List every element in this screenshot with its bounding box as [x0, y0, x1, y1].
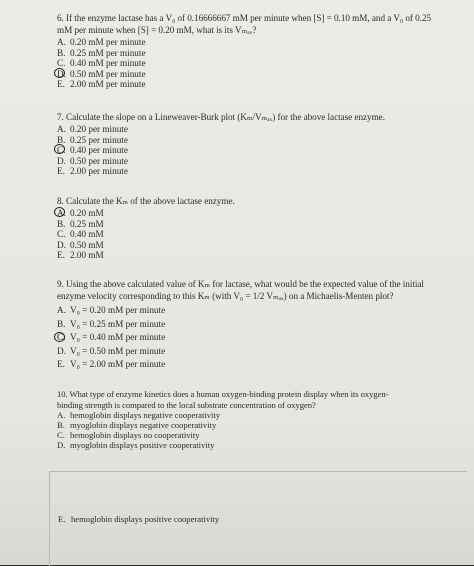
option-text: myoglobin displays negative cooperativity	[70, 420, 217, 430]
question-7	[57, 111, 464, 177]
option-text: 0.25 per minute	[70, 134, 128, 145]
q9-option-b[interactable]	[57, 318, 464, 332]
option-text: hemoglobin displays no cooperativity	[70, 430, 200, 440]
q8-option-d[interactable]	[57, 240, 464, 251]
option-text: hemoglobin displays negative cooperativity	[70, 410, 221, 420]
question-6-line-1: 6. If the enzyme lactase has a V₀ of 0.16666667 mM per minute when [S] = 0.10 mM, and a V₀ of 0.25	[57, 13, 432, 23]
q10-option-e[interactable]	[58, 514, 464, 524]
option-text: myoglobin displays positive cooperativity	[70, 440, 215, 450]
q7-option-d[interactable]	[57, 156, 464, 167]
q8-option-e[interactable]	[57, 250, 464, 261]
question-10-options	[57, 410, 464, 450]
option-letter: D.	[57, 239, 66, 250]
option-letter: A.	[57, 208, 66, 218]
option-text: V₀ = 0.25 mM per minute	[70, 318, 166, 329]
option-letter: E.	[57, 79, 65, 90]
question-6-options	[57, 37, 464, 90]
option-text: V₀ = 0.50 mM per minute	[70, 345, 166, 356]
option-letter: B.	[57, 47, 66, 58]
option-letter: A.	[57, 124, 66, 134]
question-6	[57, 12, 464, 90]
option-text: 2.00 per minute	[70, 166, 128, 177]
question-6-line-2: mM per minute when [S] = 0.20 mM, what is its Vₘₐₓ?	[57, 25, 257, 35]
option-text: 0.40 per minute	[70, 145, 128, 156]
option-letter: B.	[57, 318, 66, 329]
option-letter: C.	[57, 229, 66, 240]
question-7-line-1: 7. Calculate the slope on a Lineweaver-Burk plot (Kₘ/Vₘₐₓ) for the above lactase enzyme.	[57, 112, 385, 122]
option-letter: D.	[57, 68, 66, 79]
option-letter: D.	[57, 155, 66, 166]
option-text: 2.00 mM per minute	[70, 79, 146, 90]
option-letter: E.	[57, 359, 65, 370]
question-8	[57, 195, 464, 261]
option-text: 0.20 mM	[70, 208, 104, 218]
q10-option-d[interactable]	[57, 440, 464, 450]
question-7-options	[57, 124, 464, 177]
option-letter: E.	[57, 166, 65, 177]
q6-option-b[interactable]	[57, 48, 464, 59]
q8-option-a[interactable]	[57, 208, 464, 219]
option-text: 0.25 mM	[70, 218, 104, 229]
option-letter: C.	[57, 145, 66, 156]
option-letter: C.	[57, 58, 66, 69]
q9-option-d[interactable]	[57, 345, 464, 359]
question-8-line-1: 8. Calculate the Kₘ of the above lactase enzyme.	[57, 196, 235, 206]
q7-option-b[interactable]	[57, 135, 464, 146]
q10-option-b[interactable]	[57, 420, 464, 430]
q9-option-c[interactable]	[57, 331, 464, 345]
q6-option-e[interactable]	[57, 79, 464, 90]
option-text: hemoglobin displays positive cooperativity	[71, 514, 220, 524]
option-text: 0.40 mM per minute	[70, 58, 146, 69]
option-text: 0.20 per minute	[70, 124, 128, 134]
option-text: V₀ = 2.00 mM per minute	[70, 359, 166, 370]
question-10-line-1: 10. What type of enzyme kinetics does a human oxygen-binding protein display when its oxygen-	[57, 389, 389, 399]
q9-option-e[interactable]	[57, 358, 464, 372]
question-9-options	[57, 304, 464, 372]
option-text: V₀ = 0.20 mM per minute	[70, 305, 166, 315]
option-letter: D.	[57, 345, 66, 356]
question-10-option-e-block	[58, 514, 464, 524]
option-text: 0.25 mM per minute	[70, 47, 146, 58]
option-letter: E.	[57, 250, 65, 261]
selected-answer-circle	[54, 68, 65, 78]
question-9-line-2: enzyme velocity corresponding to this Kₘ (with V₀ = 1/2 Vₘₐₓ) on a Michaelis-Menten plot?	[57, 291, 394, 301]
q8-option-c[interactable]	[57, 229, 464, 240]
q10-option-c[interactable]	[57, 430, 464, 440]
q7-option-e[interactable]	[57, 166, 464, 177]
q6-option-a[interactable]	[57, 37, 464, 48]
option-letter: C.	[57, 430, 65, 440]
q7-option-a[interactable]	[57, 124, 464, 135]
question-10-line-2: binding strength is compared to the local substrate concentration of oxygen?	[57, 399, 316, 410]
option-text: 0.50 mM	[70, 239, 104, 250]
option-letter: D.	[57, 440, 66, 450]
option-text: V₀ = 0.40 mM per minute	[70, 332, 166, 343]
q10-option-a[interactable]	[57, 410, 464, 420]
question-8-options	[57, 208, 464, 261]
q9-option-a[interactable]	[57, 304, 464, 318]
q7-option-c[interactable]	[57, 145, 464, 156]
option-letter: A.	[57, 410, 66, 420]
option-text: 0.40 mM	[70, 229, 104, 240]
option-text: 0.50 per minute	[70, 155, 128, 166]
option-letter: E.	[58, 514, 66, 524]
option-letter: B.	[57, 420, 65, 430]
option-text: 0.50 mM per minute	[70, 68, 146, 79]
q6-option-c[interactable]	[57, 58, 464, 69]
option-text: 2.00 mM	[70, 250, 104, 261]
option-text: 0.20 mM per minute	[70, 37, 146, 47]
q6-option-d[interactable]	[57, 69, 464, 80]
question-9-line-1: 9. Using the above calculated value of Kₘ for lactase, what would be the expected value of the initial	[57, 279, 424, 289]
option-letter: A.	[57, 37, 66, 47]
option-letter: B.	[57, 134, 66, 145]
option-letter: A.	[57, 305, 66, 315]
q8-option-b[interactable]	[57, 219, 464, 230]
selected-answer-circle	[54, 207, 65, 217]
question-9	[57, 278, 464, 372]
question-10	[57, 389, 464, 450]
option-letter: B.	[57, 218, 66, 229]
option-letter: C.	[57, 332, 66, 343]
